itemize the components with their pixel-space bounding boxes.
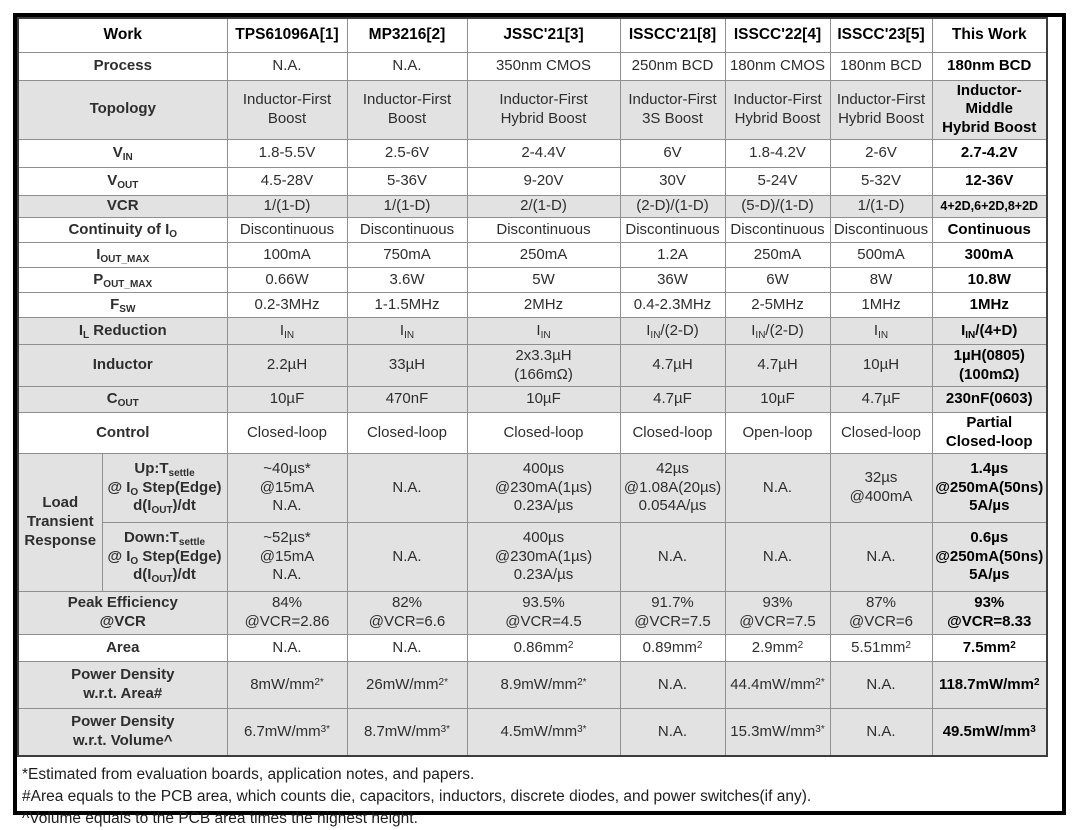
table-cell: 5-36V bbox=[347, 168, 467, 196]
table-cell: N.A. bbox=[347, 52, 467, 80]
table-row bbox=[18, 243, 1047, 268]
table-cell: N.A. bbox=[620, 708, 725, 756]
table-cell: 350nm CMOS bbox=[467, 52, 620, 80]
table-cell: 2.2µH bbox=[227, 345, 347, 387]
table-cell: 2.5-6V bbox=[347, 140, 467, 168]
table-cell: JSSC'21[3] bbox=[467, 18, 620, 52]
table-cell: 400µs @230mA(1µs) 0.23A/µs bbox=[467, 453, 620, 522]
table-cell: ISSCC'23[5] bbox=[830, 18, 932, 52]
table-cell: $6.7mW/mm^{3*}$ bbox=[227, 708, 347, 756]
table-cell: 93.5% @VCR=4.5 bbox=[467, 591, 620, 634]
table-cell: 33µH bbox=[347, 345, 467, 387]
table-cell: 10µF bbox=[227, 387, 347, 413]
table-row bbox=[18, 52, 1047, 80]
comparison-table bbox=[17, 17, 1048, 757]
table-cell: ~40µs* @15mA N.A. bbox=[227, 453, 347, 522]
table-cell: 2x3.3µH (166mΩ) bbox=[467, 345, 620, 387]
table-cell: Closed-loop bbox=[227, 413, 347, 454]
table-cell: N.A. bbox=[347, 634, 467, 661]
table-cell: 1MHz bbox=[932, 293, 1047, 318]
table-cell: $5.51mm^2$ bbox=[830, 634, 932, 661]
table-cell: 1.2A bbox=[620, 243, 725, 268]
table-cell: 42µs @1.08A(20µs) 0.054A/µs bbox=[620, 453, 725, 522]
table-cell: MP3216[2] bbox=[347, 18, 467, 52]
table-cell: N.A. bbox=[620, 661, 725, 708]
row-label: Power Density w.r.t. Volume^ bbox=[18, 708, 227, 756]
row-label: $C_{OUT}$ bbox=[18, 387, 227, 413]
row-label: Peak Efficiency @VCR bbox=[18, 591, 227, 634]
table-cell: $I_{IN}$ bbox=[227, 318, 347, 345]
footnote-estimated: *Estimated from evaluation boards, application notes, and papers. bbox=[22, 766, 475, 784]
table-cell: 93% @VCR=8.33 bbox=[932, 591, 1047, 634]
table-row bbox=[18, 168, 1047, 196]
table-cell: 4+2D,6+2D,8+2D bbox=[932, 196, 1047, 218]
table-cell: Discontinuous bbox=[347, 218, 467, 243]
table-cell: N.A. bbox=[830, 522, 932, 591]
table-cell: 4.7µF bbox=[620, 387, 725, 413]
table-cell: $26mW/mm^{2*}$ bbox=[347, 661, 467, 708]
table-cell: ~52µs* @15mA N.A. bbox=[227, 522, 347, 591]
table-cell: 5-24V bbox=[725, 168, 830, 196]
table-cell: $2.9mm^2$ bbox=[725, 634, 830, 661]
table-cell: 3.6W bbox=[347, 268, 467, 293]
footnotes bbox=[17, 757, 1062, 829]
table-cell: $49.5mW/mm^3$ bbox=[932, 708, 1047, 756]
table-cell: ISSCC'21[8] bbox=[620, 18, 725, 52]
table-cell: N.A. bbox=[347, 453, 467, 522]
table-cell: Discontinuous bbox=[830, 218, 932, 243]
row-label: $I_{OUT\_MAX}$ bbox=[18, 243, 227, 268]
table-cell: Inductor-First Hybrid Boost bbox=[725, 80, 830, 140]
table-cell: 82% @VCR=6.6 bbox=[347, 591, 467, 634]
table-cell: Inductor-First Boost bbox=[227, 80, 347, 140]
table-row bbox=[18, 318, 1047, 345]
table-cell: 2-4.4V bbox=[467, 140, 620, 168]
table-cell: TPS61096A[1] bbox=[227, 18, 347, 52]
table-cell: 87% @VCR=6 bbox=[830, 591, 932, 634]
table-cell: 12-36V bbox=[932, 168, 1047, 196]
table-cell: Open-loop bbox=[725, 413, 830, 454]
table-row bbox=[18, 80, 1047, 140]
table-cell: 1/(1-D) bbox=[227, 196, 347, 218]
table-cell: $0.89mm^2$ bbox=[620, 634, 725, 661]
footnote-volume: ^Volume equals to the PCB area times the highest height. bbox=[22, 809, 418, 827]
table-cell: Closed-loop bbox=[620, 413, 725, 454]
table-cell: $I_{IN}/(2-D)$ bbox=[725, 318, 830, 345]
table-row bbox=[18, 218, 1047, 243]
table-cell: Inductor-First Hybrid Boost bbox=[467, 80, 620, 140]
table-cell: $I_{IN}$ bbox=[467, 318, 620, 345]
table-row bbox=[18, 413, 1047, 454]
row-label: $V_{OUT}$ bbox=[18, 168, 227, 196]
table-cell: Inductor-First 3S Boost bbox=[620, 80, 725, 140]
table-cell: 0.2-3MHz bbox=[227, 293, 347, 318]
table-row bbox=[18, 140, 1047, 168]
table-cell: 180nm BCD bbox=[830, 52, 932, 80]
table-cell: $0.86mm^2$ bbox=[467, 634, 620, 661]
row-sublabel: $Down:T_{settle}$ @ $I_O$ Step(Edge) $d(I_{OUT})/dt$ bbox=[102, 522, 227, 591]
table-cell: N.A. bbox=[725, 453, 830, 522]
row-label: Power Density w.r.t. Area# bbox=[18, 661, 227, 708]
table-cell: 4.7µF bbox=[830, 387, 932, 413]
table-cell: N.A. bbox=[830, 708, 932, 756]
table-cell: Closed-loop bbox=[347, 413, 467, 454]
table-cell: $44.4mW/mm^{2*}$ bbox=[725, 661, 830, 708]
table-cell: 2MHz bbox=[467, 293, 620, 318]
row-label: Continuity of $I_O$ bbox=[18, 218, 227, 243]
row-label: $V_{IN}$ bbox=[18, 140, 227, 168]
table-cell: 2.7-4.2V bbox=[932, 140, 1047, 168]
table-cell: 1µH(0805) (100mΩ) bbox=[932, 345, 1047, 387]
table-cell: 10µH bbox=[830, 345, 932, 387]
row-label: Area bbox=[18, 634, 227, 661]
table-cell: Closed-loop bbox=[830, 413, 932, 454]
table-cell: $I_{IN}/(4+D)$ bbox=[932, 318, 1047, 345]
table-cell: 10µF bbox=[467, 387, 620, 413]
table-row bbox=[18, 345, 1047, 387]
row-label: $I_L$ Reduction bbox=[18, 318, 227, 345]
table-cell: $4.5mW/mm^{3*}$ bbox=[467, 708, 620, 756]
row-label: Inductor bbox=[18, 345, 227, 387]
table-cell: 4.5-28V bbox=[227, 168, 347, 196]
table-cell: N.A. bbox=[227, 634, 347, 661]
footnote-area: #Area equals to the PCB area, which counts die, capacitors, inductors, discrete diodes, and power switches(if any). bbox=[22, 788, 812, 806]
row-label: $P_{OUT\_MAX}$ bbox=[18, 268, 227, 293]
table-cell: 6W bbox=[725, 268, 830, 293]
table-cell: N.A. bbox=[620, 522, 725, 591]
table-cell: 180nm CMOS bbox=[725, 52, 830, 80]
table-cell: Inductor-First Boost bbox=[347, 80, 467, 140]
table-cell: 6V bbox=[620, 140, 725, 168]
table-cell: (2-D)/(1-D) bbox=[620, 196, 725, 218]
table-cell: $118.7mW/mm^2$ bbox=[932, 661, 1047, 708]
table-cell: 30V bbox=[620, 168, 725, 196]
table-cell: 10.8W bbox=[932, 268, 1047, 293]
table-row bbox=[18, 18, 1047, 52]
table-cell: Continuous bbox=[932, 218, 1047, 243]
table-cell: 9-20V bbox=[467, 168, 620, 196]
table-cell: 1/(1-D) bbox=[830, 196, 932, 218]
table-cell: 300mA bbox=[932, 243, 1047, 268]
table-cell: 1/(1-D) bbox=[347, 196, 467, 218]
table-cell: Discontinuous bbox=[227, 218, 347, 243]
row-label: Process bbox=[18, 52, 227, 80]
table-cell: 250nm BCD bbox=[620, 52, 725, 80]
table-cell: 0.66W bbox=[227, 268, 347, 293]
row-group-label: Load Transient Response bbox=[18, 453, 102, 591]
table-cell: Inductor-Middle Hybrid Boost bbox=[932, 80, 1047, 140]
table-cell: 2-6V bbox=[830, 140, 932, 168]
table-row bbox=[18, 591, 1047, 634]
table-cell: 0.6µs @250mA(50ns) 5A/µs bbox=[932, 522, 1047, 591]
table-body bbox=[18, 18, 1047, 756]
table-cell: 100mA bbox=[227, 243, 347, 268]
row-label: Control bbox=[18, 413, 227, 454]
table-cell: 500mA bbox=[830, 243, 932, 268]
table-row bbox=[18, 708, 1047, 756]
figure-frame bbox=[13, 13, 1066, 827]
table-cell: $I_{IN}$ bbox=[347, 318, 467, 345]
table-cell: $8mW/mm^{2*}$ bbox=[227, 661, 347, 708]
table-row bbox=[18, 268, 1047, 293]
table-cell: 1.4µs @250mA(50ns) 5A/µs bbox=[932, 453, 1047, 522]
table-cell: 93% @VCR=7.5 bbox=[725, 591, 830, 634]
table-cell: Partial Closed-loop bbox=[932, 413, 1047, 454]
row-label: Topology bbox=[18, 80, 227, 140]
table-cell: 1-1.5MHz bbox=[347, 293, 467, 318]
table-cell: Discontinuous bbox=[620, 218, 725, 243]
table-cell: $8.9mW/mm^{2*}$ bbox=[467, 661, 620, 708]
table-cell: 0.4-2.3MHz bbox=[620, 293, 725, 318]
table-row bbox=[18, 522, 1047, 591]
table-cell: $I_{IN}$ bbox=[830, 318, 932, 345]
table-cell: 8W bbox=[830, 268, 932, 293]
table-cell: 10µF bbox=[725, 387, 830, 413]
row-label: VCR bbox=[18, 196, 227, 218]
table-row bbox=[18, 293, 1047, 318]
table-cell: 1.8-5.5V bbox=[227, 140, 347, 168]
table-cell: 250mA bbox=[725, 243, 830, 268]
table-cell: Discontinuous bbox=[725, 218, 830, 243]
table-cell: Closed-loop bbox=[467, 413, 620, 454]
table-cell: N.A. bbox=[725, 522, 830, 591]
table-row bbox=[18, 634, 1047, 661]
table-cell: 250mA bbox=[467, 243, 620, 268]
table-cell: 230nF(0603) bbox=[932, 387, 1047, 413]
table-cell: 750mA bbox=[347, 243, 467, 268]
table-cell: 5W bbox=[467, 268, 620, 293]
row-sublabel: $Up:T_{settle}$ @ $I_O$ Step(Edge) $d(I_{OUT})/dt$ bbox=[102, 453, 227, 522]
table-cell: $15.3mW/mm^{3*}$ bbox=[725, 708, 830, 756]
table-cell: $8.7mW/mm^{3*}$ bbox=[347, 708, 467, 756]
table-cell: 1.8-4.2V bbox=[725, 140, 830, 168]
table-cell: 5-32V bbox=[830, 168, 932, 196]
table-cell: $7.5mm^2$ bbox=[932, 634, 1047, 661]
table-cell: (5-D)/(1-D) bbox=[725, 196, 830, 218]
row-label: $F_{SW}$ bbox=[18, 293, 227, 318]
table-cell: ISSCC'22[4] bbox=[725, 18, 830, 52]
table-cell: N.A. bbox=[227, 52, 347, 80]
table-cell: Discontinuous bbox=[467, 218, 620, 243]
table-cell: N.A. bbox=[830, 661, 932, 708]
table-cell: $I_{IN}/(2-D)$ bbox=[620, 318, 725, 345]
table-cell: 84% @VCR=2.86 bbox=[227, 591, 347, 634]
table-cell: This Work bbox=[932, 18, 1047, 52]
table-row bbox=[18, 453, 1047, 522]
table-cell: 1MHz bbox=[830, 293, 932, 318]
table-cell: 180nm BCD bbox=[932, 52, 1047, 80]
table-row bbox=[18, 387, 1047, 413]
row-label: Work bbox=[18, 18, 227, 52]
table-cell: 470nF bbox=[347, 387, 467, 413]
table-row bbox=[18, 661, 1047, 708]
table-cell: 400µs @230mA(1µs) 0.23A/µs bbox=[467, 522, 620, 591]
table-cell: 36W bbox=[620, 268, 725, 293]
table-cell: 2/(1-D) bbox=[467, 196, 620, 218]
table-cell: 4.7µH bbox=[725, 345, 830, 387]
table-row bbox=[18, 196, 1047, 218]
table-cell: 91.7% @VCR=7.5 bbox=[620, 591, 725, 634]
table-cell: 32µs @400mA bbox=[830, 453, 932, 522]
table-cell: 4.7µH bbox=[620, 345, 725, 387]
table-cell: Inductor-First Hybrid Boost bbox=[830, 80, 932, 140]
table-cell: N.A. bbox=[347, 522, 467, 591]
table-cell: 2-5MHz bbox=[725, 293, 830, 318]
